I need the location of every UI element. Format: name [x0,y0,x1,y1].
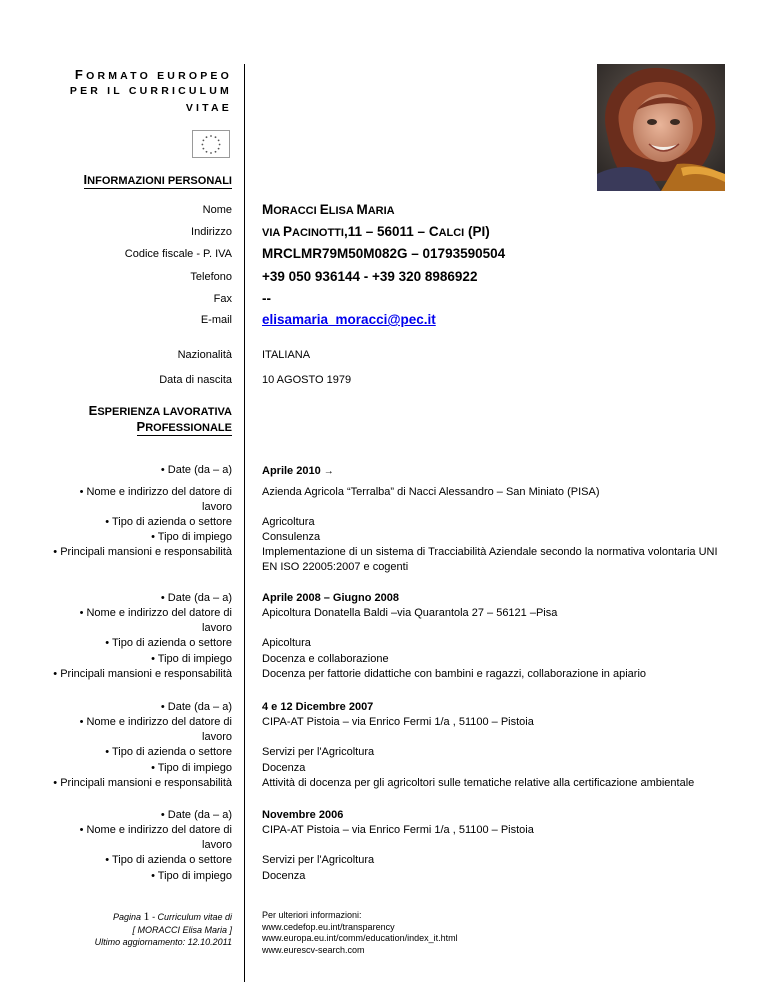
sector-value: Servizi per l'Agricoltura [262,746,375,758]
duties-label: • Principali mansioni e responsabilità [53,777,232,789]
sector-label: • Tipo di azienda o settore [105,516,232,528]
tax-code-label: Codice fiscale - P. IVA [124,248,232,260]
footer-link[interactable]: www.europa.eu.int/comm/education/index_it.html [262,933,458,943]
nationality-label: Nazionalità [177,349,232,361]
cv-title-line-1: FORMATO EUROPEO [74,67,232,82]
arrow-right-icon: → [323,466,334,477]
employer-label: • Nome e indirizzo del datore di [79,607,232,619]
phone-label: Telefono [190,271,232,283]
duties-label: • Principali mansioni e responsabilità [53,668,232,680]
fax-label: Fax [213,293,232,305]
column-divider [244,64,245,982]
address-label: Indirizzo [191,226,232,238]
job-type-value: Docenza e collaborazione [262,653,389,665]
employer-label: • Nome e indirizzo del datore di [79,716,232,728]
email-link[interactable]: elisamaria_moracci@pec.it [262,312,436,327]
sector-label: • Tipo di azienda o settore [105,637,232,649]
employer-value: CIPA-AT Pistoia – via Enrico Fermi 1/a , 51100 – Pistoia [262,824,534,836]
section-heading-work-line-1: ESPERIENZA LAVORATIVA [88,403,232,418]
job-type-value: Docenza [262,762,306,774]
address-value: VIA PACINOTTI,11 – 56011 – CALCI (PI) [262,224,490,239]
dates-value: 4 e 12 Dicembre 2007 [262,701,374,713]
job-type-label: • Tipo di impiego [151,762,232,774]
cv-title-line-2: PER IL CURRICULUM [69,85,232,97]
birthdate-label: Data di nascita [159,374,232,386]
footer-link[interactable]: www.eurescv-search.com [262,944,365,955]
cv-title-line-3: VITAE [185,102,232,114]
employer-label-cont: lavoro [202,731,232,743]
dates-label: • Date (da – a) [160,464,232,476]
footer-updated: Ultimo aggiornamento: 12.10.2011 [94,937,232,947]
phone-value: +39 050 936144 - +39 320 8986922 [262,269,478,284]
tax-code-value: MRCLMR79M50M082G – 01793590504 [262,246,506,261]
eu-flag-icon [192,130,230,158]
email-label: E-mail [200,314,232,326]
duties-value: Docenza per fattorie didattiche con bambini e ragazzi, collaborazione in apiario [262,668,647,680]
employer-label-cont: lavoro [202,622,232,634]
job-type-label: • Tipo di impiego [151,531,232,543]
profile-photo [597,64,725,191]
employer-value: CIPA-AT Pistoia – via Enrico Fermi 1/a , 51100 – Pistoia [262,716,534,728]
birthdate-value: 10 AGOSTO 1979 [262,374,352,386]
employer-label-cont: lavoro [202,839,232,851]
sector-label: • Tipo di azienda o settore [105,746,232,758]
section-heading-personal: INFORMAZIONI PERSONALI [83,172,232,187]
footer-page-info: Pagina 1 - Curriculum vitae di [112,909,232,923]
section-heading-work-line-2: PROFESSIONALE [136,419,232,434]
dates-label: • Date (da – a) [160,701,232,713]
employer-label: • Nome e indirizzo del datore di [79,824,232,836]
sector-value: Agricoltura [262,516,315,528]
job-type-value: Docenza [262,870,306,882]
dates-label: • Date (da – a) [160,592,232,604]
duties-value-cont: EN ISO 22005:2007 e cogenti [262,561,409,573]
dates-label: • Date (da – a) [160,809,232,821]
employer-value: Apicoltura Donatella Baldi –via Quarantola 27 – 56121 –Pisa [262,607,558,619]
employer-value: Azienda Agricola “Terralba” di Nacci Alessandro – San Miniato (PISA) [262,486,600,498]
sector-value: Servizi per l'Agricoltura [262,854,375,866]
dates-value: Novembre 2006 [262,809,344,821]
employer-label-cont: lavoro [202,501,232,513]
dates-value: Aprile 2008 – Giugno 2008 [262,592,399,604]
name-value: MORACCI ELISA MARIA [262,202,395,217]
job-type-label: • Tipo di impiego [151,870,232,882]
dates-value: Aprile 2010 → [262,465,334,477]
duties-value: Attività di docenza per gli agricoltori sulle tematiche relative alla certificazione ambientale [262,777,695,789]
sector-value: Apicoltura [262,637,311,649]
job-type-label: • Tipo di impiego [151,653,232,665]
footer-name: [ MORACCI Elisa Maria ] [132,925,232,935]
nationality-value: ITALIANA [262,349,311,361]
fax-value: -- [262,291,271,306]
footer-info-title: Per ulteriori informazioni: [262,910,362,920]
page-number: 1 [143,909,150,923]
duties-value: Implementazione di un sistema di Tracciabilità Aziendale secondo la normativa volontaria UNI [262,546,718,558]
sector-label: • Tipo di azienda o settore [105,854,232,866]
footer-link[interactable]: www.cedefop.eu.int/transparency [262,921,395,932]
job-type-value: Consulenza [262,531,321,543]
name-label: Nome [202,204,232,216]
employer-label: • Nome e indirizzo del datore di [79,486,232,498]
duties-label: • Principali mansioni e responsabilità [53,546,232,558]
